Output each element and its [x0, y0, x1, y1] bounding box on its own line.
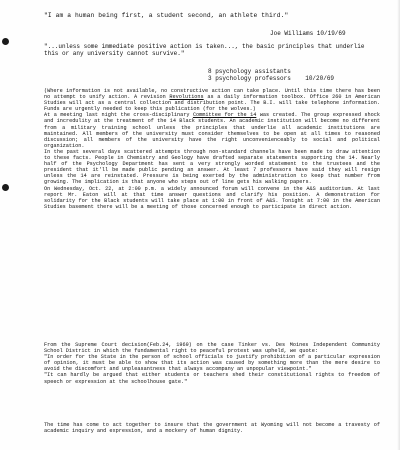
second-quote: "...unless some immediate positive action is taken..., the basic principles that underlie this or any university cannot survive.": [44, 43, 365, 58]
punch-hole-middle: [2, 184, 9, 191]
underlined-title: Committee for the 14: [192, 112, 257, 119]
paragraph-text: as a daily information toolbox. Office 260 in American Studies will act as a central collection and distribution point. The B.I. will take telephone information. Funds are urgently needed to keep this publication (for the wolves.): [44, 94, 380, 113]
paragraph-text: On Wednesday, Oct. 22, at 2:00 p.m. a widely announced forum will convene in the A&S auditorium. At last report Mr. Eaton will at that time answer questions and clarify his position. A demonstration for solidarity for the Black students will take place at 1:00 in front of A&S. Tonight at 7:00 in the American Studies basement there will be a meeting of those concerned enough to participate in direct action.: [44, 185, 380, 210]
punch-hole-top: [2, 38, 9, 45]
court-quote: "In order for the State in the person of school officials to justify prohibition of a particular expression of opinion, it must be able to show that its action was caused by something more than the mere desire to avoid the discomfort and unpleasantness that always accompany an unpopular viewpoint.": [44, 354, 380, 373]
paragraph-text: was created. The group expressed shock and incredulity at the treatment of the 14 Black students. An academic institution will become no different from a military training school unless the principles that underlie all academic institutions are maintained. All members of the university must consider themselves to be open at all times to reasoned discussion; all members of the university have the right unconvenienceably to social and political organization.: [44, 112, 380, 149]
court-section: [44, 342, 380, 385]
header-attribution: Joe Williams 10/19/69: [270, 30, 346, 37]
header-quote: "I am a human being first, a student second, an athlete third.": [44, 12, 289, 19]
paragraph: [44, 149, 380, 186]
second-attribution: [208, 68, 334, 83]
main-body: [44, 88, 380, 210]
paragraph-text: In the past several days scattered attempts through non-standard channels have been made to draw attention to these facts. People in Chemistry and Geology have drafted separate statements supporting the 14. Nearly half of the Psychology Department has sent a very strongly worded statement to the trustees and the president that it'll be made public pending an answer. At least 7 professors have said they will resign unless the 14 are reinstated. Pressure is being exerted by the administration to keep that number from growing. The implication is that anyone who steps out of line gets his walking papers.: [44, 148, 380, 186]
paragraph-text: At a meeting last night the cross-disciplinary: [44, 112, 193, 119]
court-quote: "It can hardly be argued that either students or teachers shed their constitutional rights to freedom of speech or expression at the schoolhouse gate.": [44, 372, 380, 385]
court-intro: From the Supreme Court decision(Feb.24, 1969) on the case Tinker vs. Des Moines Independent Community School District in which the fundamental right to peaceful protest was upheld, we quote:: [44, 342, 380, 355]
closing-paragraph: The time has come to act together to insure that the government at Wyoming will not become a travesty of academic inquiry and expression, and a mockery of human dignity.: [44, 422, 380, 435]
attribution-line: 3 psychology professors 10/20/69: [208, 75, 335, 83]
attribution-line: 8 psychology assistants: [208, 68, 291, 75]
underlined-title: Revolutions: [169, 94, 204, 101]
paragraph: [44, 186, 380, 210]
paragraph-text: (Where information is not available, no constructive action can take place. Until this time there has been no attempt to unify action. A revision: [44, 88, 380, 101]
paragraph: [44, 112, 380, 149]
paragraph: [44, 88, 380, 112]
closing-section: [44, 422, 380, 434]
